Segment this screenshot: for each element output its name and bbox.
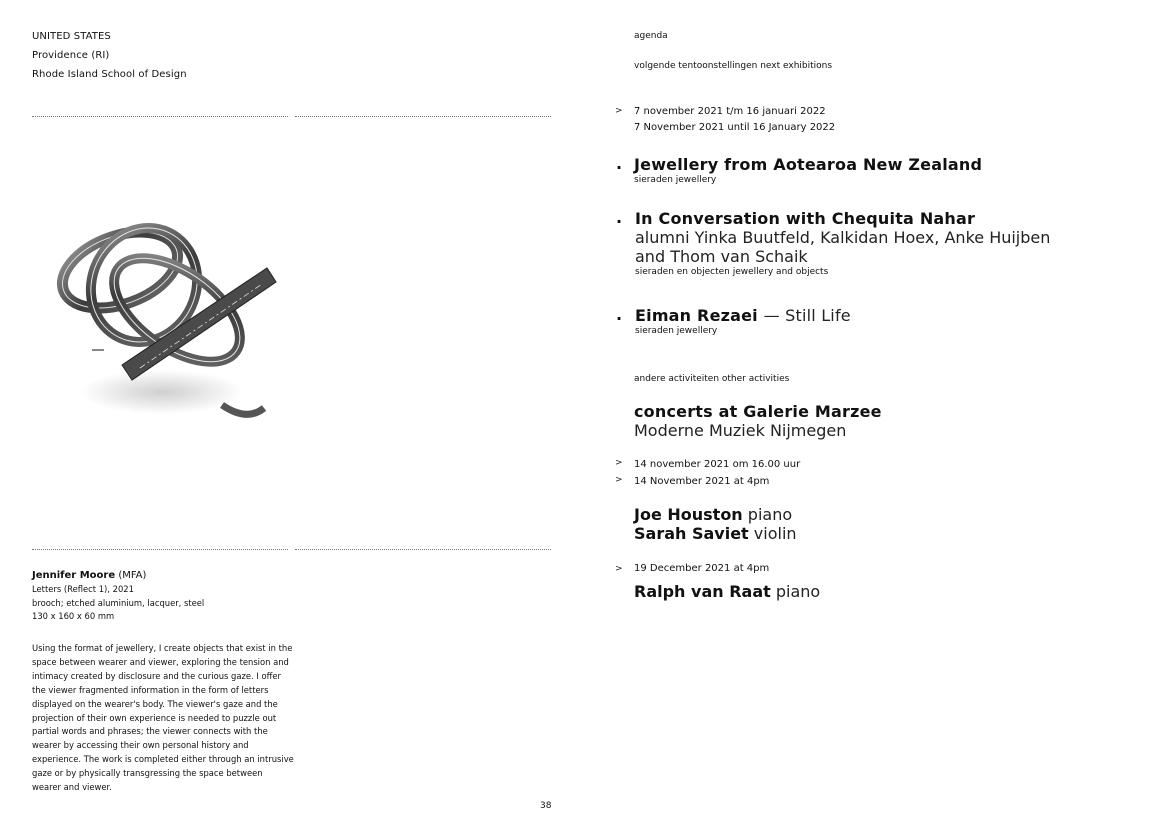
concert-date-nl: 14 november 2021 om 16.00 uur [634, 459, 801, 470]
bullet: . [616, 208, 623, 227]
exhibition-title: Eiman Rezaei [635, 306, 758, 325]
bullet: . [616, 154, 623, 173]
performer-name: Ralph van Raat [634, 582, 771, 601]
work-dimensions: 130 x 160 x 60 mm [32, 611, 115, 621]
performers-list [634, 505, 797, 543]
exhibition-title: In Conversation with Chequita Nahar [635, 209, 976, 228]
arrow-marker: > [615, 475, 623, 485]
performer-name: Sarah Saviet [634, 524, 749, 543]
performer-instrument: piano [775, 582, 821, 601]
divider [32, 116, 288, 117]
page-number: 38 [540, 801, 552, 811]
exhibition-title: Jewellery from Aotearoa New Zealand [634, 155, 983, 174]
concert-dates [634, 456, 800, 490]
artist-degree: (MFA) [118, 570, 147, 581]
brooch-photo [32, 160, 288, 500]
exhibition-subtitle: — Still Life [763, 306, 851, 325]
divider [295, 549, 551, 550]
other-activities-label: andere activiteiten other activities [634, 374, 790, 384]
performer [634, 524, 797, 543]
concerts-title: concerts at Galerie Marzee [634, 402, 882, 421]
performer [634, 582, 820, 601]
exhibition-line: alumni Yinka Buutfeld, Kalkidan Hoex, Anke Huijben [635, 228, 1051, 247]
section-title: agenda [634, 31, 668, 41]
artist-name: Jennifer Moore [32, 570, 116, 581]
work-materials: brooch; etched aluminium, lacquer, steel [32, 597, 205, 608]
city: Providence (RI) [32, 50, 110, 61]
artwork-credits [32, 569, 204, 624]
exhibition-item [635, 306, 851, 337]
concert2-date: 19 December 2021 at 4pm [634, 563, 770, 574]
divider [32, 549, 288, 550]
exhibition-item [634, 155, 982, 186]
school: Rhode Island School of Design [32, 69, 187, 80]
date-nl: 7 november 2021 t/m 16 januari 2022 [634, 106, 826, 117]
concert-date-en: 14 November 2021 at 4pm [634, 476, 770, 487]
bullet: . [616, 305, 623, 324]
location-block [32, 27, 187, 84]
work-title: Letters (Reflect 1), 2021 [32, 584, 134, 594]
arrow-marker: > [615, 564, 623, 574]
performer-instrument: violin [753, 524, 797, 543]
performer-instrument: piano [747, 505, 793, 524]
arrow-marker: > [615, 458, 623, 468]
exhibition-category: sieraden en objecten jewellery and objects [635, 267, 829, 277]
exhibition-dates [634, 104, 835, 136]
date-en: 7 November 2021 until 16 January 2022 [634, 122, 836, 133]
exhibition-category: sieraden jewellery [635, 326, 718, 336]
exhibition-item [635, 209, 1050, 278]
concerts-subtitle: Moderne Muziek Nijmegen [634, 421, 847, 440]
exhibition-category: sieraden jewellery [634, 175, 717, 185]
performer-name: Joe Houston [634, 505, 743, 524]
concerts-heading [634, 402, 882, 440]
next-exhibitions-label: volgende tentoonstellingen next exhibitions [634, 61, 833, 71]
divider [295, 116, 551, 117]
exhibition-line: and Thom van Schaik [635, 247, 808, 266]
performer [634, 505, 797, 524]
arrow-marker: > [615, 106, 623, 116]
artist-statement: Using the format of jewellery, I create objects that exist in the space between wearer and viewer, exploring the tension and intimacy created by disclosure and the curious gaze. I offer the viewer fragmented information in the form of letters displayed on the wearer's body. The viewer's gaze and the projection of their own experience is needed to puzzle out partial words and phrases; the viewer connects with the wearer by accessing their own personal history and experience. The work is completed either through an intrusive gaze or by physically transgressing the space between wearer and viewer. [32, 643, 294, 793]
country: UNITED STATES [32, 31, 111, 42]
